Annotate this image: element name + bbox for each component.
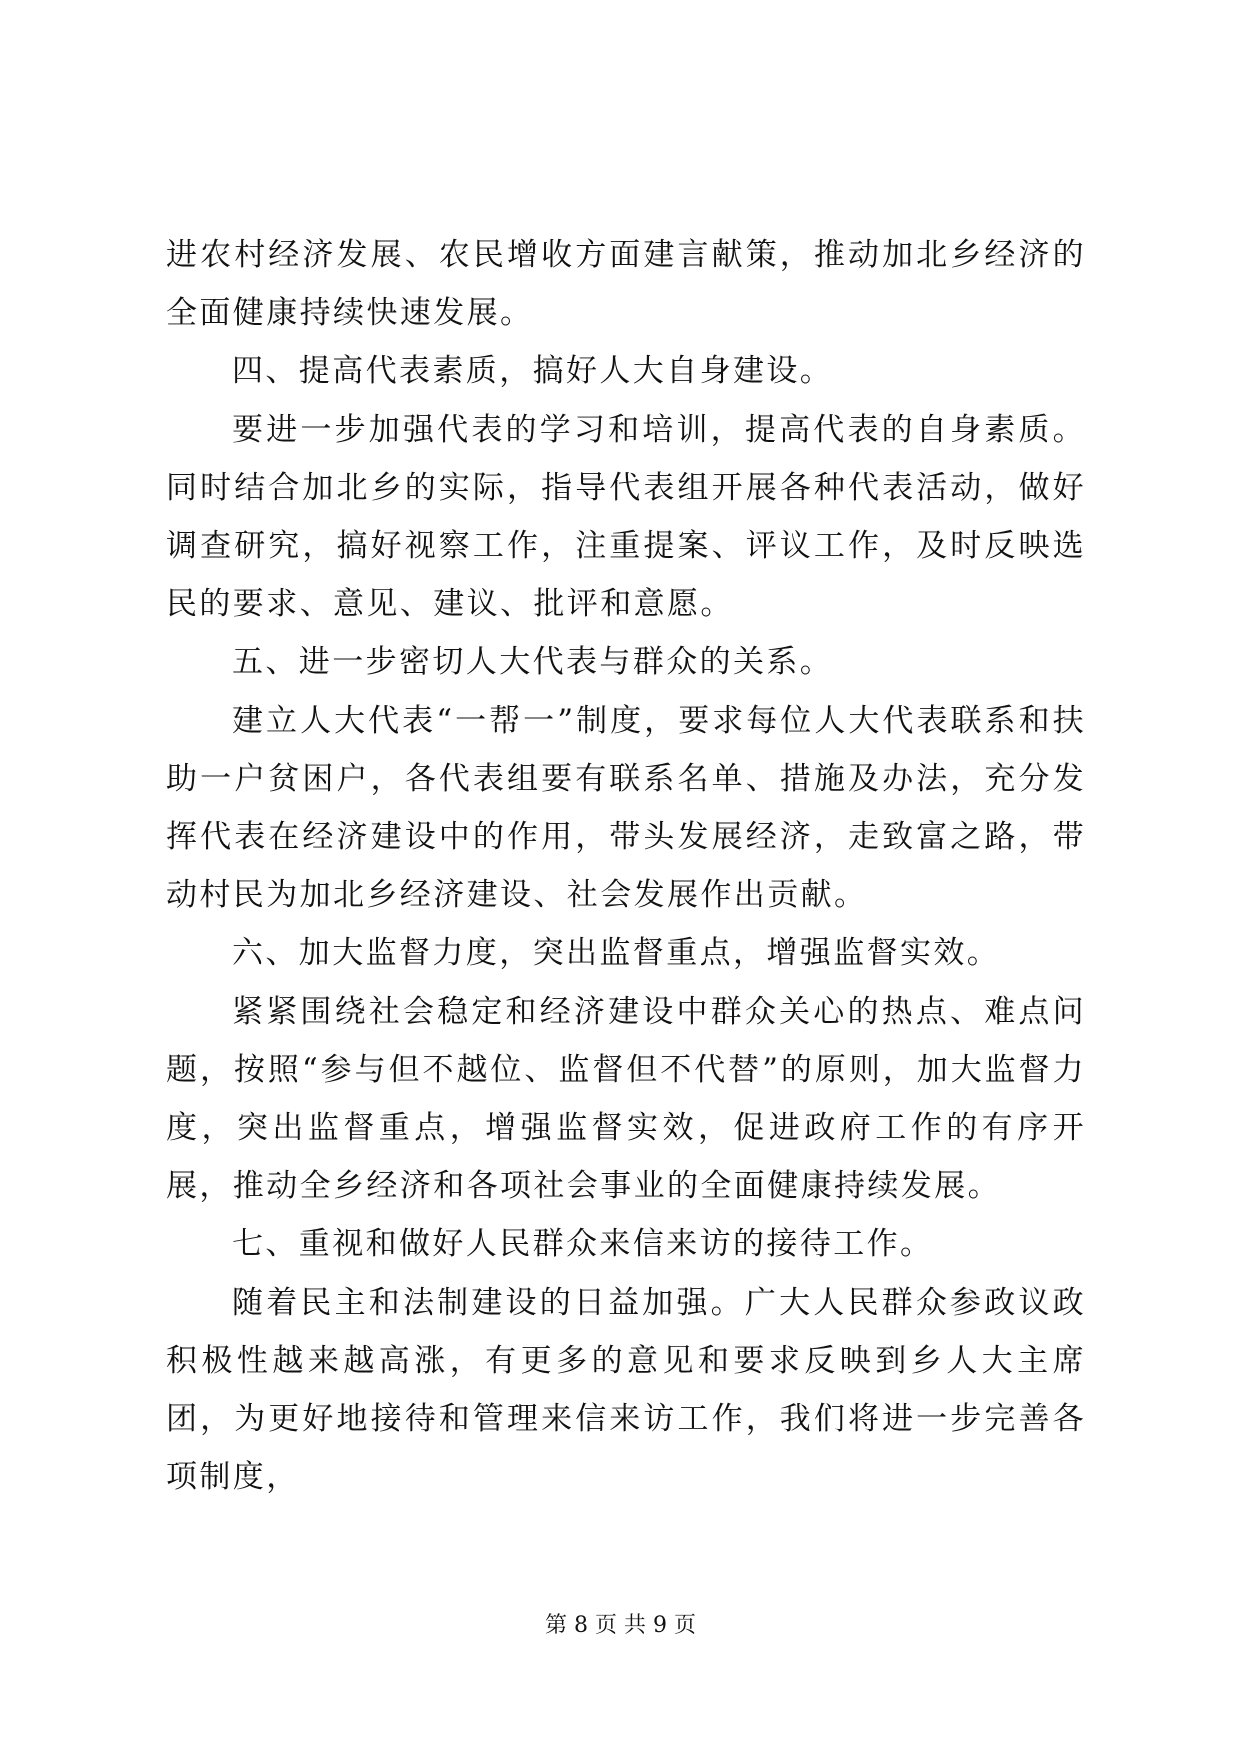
document-body (166, 226, 1086, 1506)
section-heading-7: 七、重视和做好人民群众来信来访的接待工作。 (232, 1226, 934, 1263)
page-number-footer: 第 8 页 共 9 页 (545, 1613, 696, 1638)
paragraph-3: 建立人大代表“一帮一”制度，要求每位人大代表联系和扶助一户贫困户，各代表组要有联系名单、措施及办法，充分发挥代表在经济建设中的作用，带头发展经济，走致富之路，带动村民为加北乡经济建设、社会发展作出贡献。 (166, 702, 1086, 914)
paragraph-1: 进农村经济发展、农民增收方面建言献策，推动加北乡经济的全面健康持续快速发展。 (166, 237, 1086, 332)
section-heading-5: 五、进一步密切人大代表与群众的关系。 (232, 644, 834, 681)
paragraph-2: 要进一步加强代表的学习和培训，提高代表的自身素质。同时结合加北乡的实际，指导代表组开展各种代表活动，做好调查研究，搞好视察工作，注重提案、评议工作，及时反映选民的要求、意见、建议、批评和意愿。 (166, 411, 1086, 623)
paragraph-5: 随着民主和法制建设的日益加强。广大人民群众参政议政积极性越来越高涨，有更多的意见和要求反映到乡人大主席团，为更好地接待和管理来信来访工作，我们将进一步完善各项制度， (166, 1284, 1086, 1496)
section-heading-6: 六、加大监督力度，突出监督重点，增强监督实效。 (232, 935, 1001, 972)
paragraph-4: 紧紧围绕社会稳定和经济建设中群众关心的热点、难点问题，按照“参与但不越位、监督但不代替”的原则，加大监督力度，突出监督重点，增强监督实效，促进政府工作的有序开展，推动全乡经济和各项社会事业的全面健康持续发展。 (166, 993, 1086, 1205)
section-heading-4: 四、提高代表素质，搞好人大自身建设。 (232, 353, 834, 390)
